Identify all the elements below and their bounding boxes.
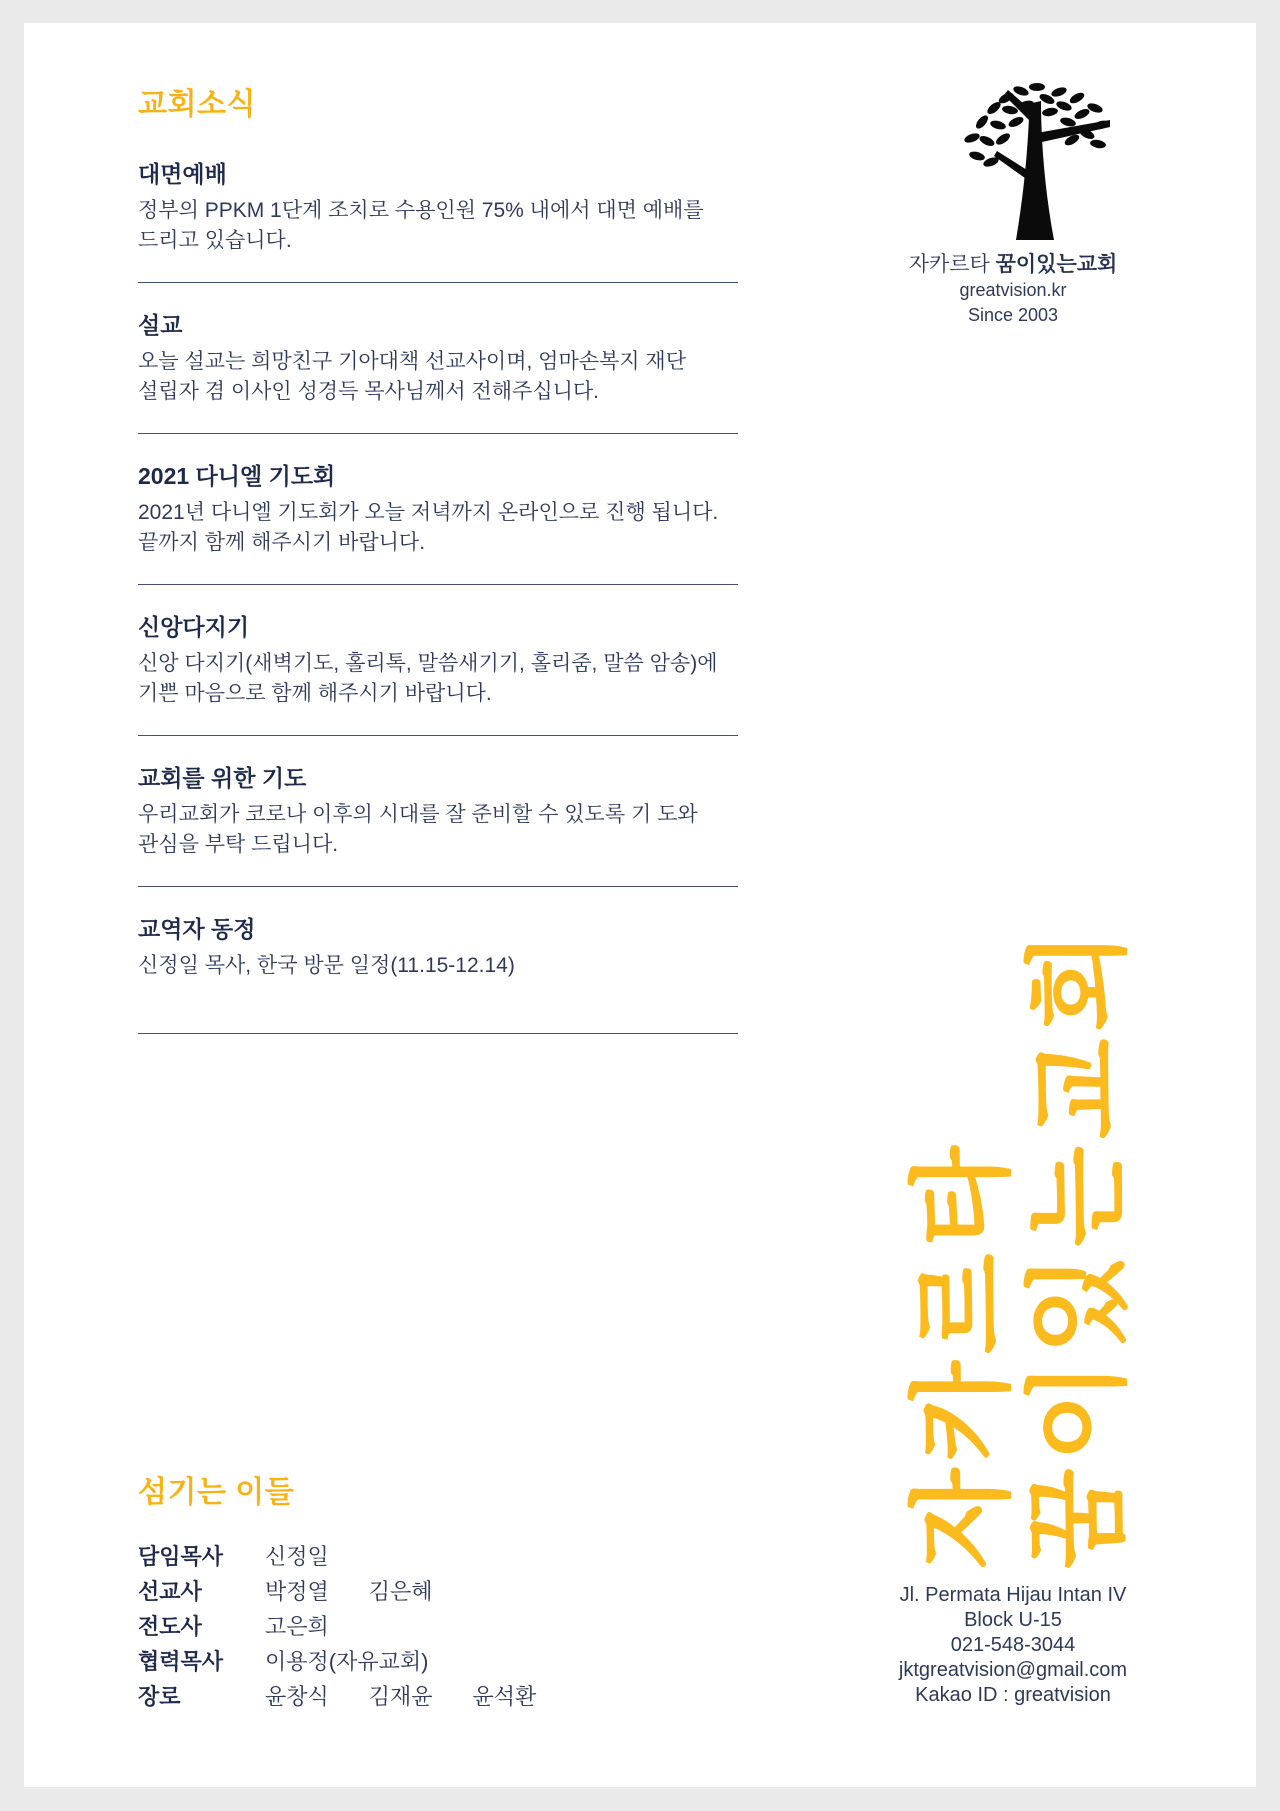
serving-title: 섬기는 이들 <box>138 1476 295 1509</box>
vertical-banner-line2: 꿈이있는교회 <box>1021 924 1137 1569</box>
serving-name: 윤창식 <box>265 1684 329 1709</box>
logo-church-name-bold: 꿈이있는교회 <box>995 253 1118 276</box>
news-title: 교회소식 <box>138 88 256 121</box>
logo-church-name <box>863 251 1163 278</box>
contact-address-line2: Block U-15 <box>964 1609 1062 1631</box>
section-body: 우리교회가 코로나 이후의 시대를 잘 준비할 수 있도록 기 도와 관심을 부탁 드립니다. <box>138 803 698 856</box>
section-divider <box>138 282 738 283</box>
section-body: 신앙 다지기(새벽기도, 홀리톡, 말씀새기기, 홀리줌, 말씀 암송)에 기쁜 마음으로 함께 해주시기 바랍니다. <box>138 652 718 705</box>
section-heading: 신앙다지기 <box>138 614 250 640</box>
section-heading: 설교 <box>138 312 183 338</box>
bulletin-sheet <box>24 23 1256 1787</box>
serving-name: 고은희 <box>265 1614 329 1639</box>
section-divider <box>138 584 738 585</box>
serving-row-senior-pastor <box>138 1539 758 1574</box>
church-news-column <box>138 85 738 1060</box>
contact-kakao-id: Kakao ID : greatvision <box>915 1684 1111 1706</box>
news-section-prayer-for-church <box>138 762 738 887</box>
serving-role: 선교사 <box>138 1579 202 1604</box>
contact-email: jktgreatvision@gmail.com <box>898 1659 1128 1681</box>
logo-since: Since 2003 <box>967 305 1059 325</box>
serving-members-section <box>138 1473 758 1714</box>
section-divider <box>138 433 738 434</box>
vertical-banner-line1: 자카르타 <box>905 1139 1021 1569</box>
serving-role: 협력목사 <box>138 1649 224 1674</box>
section-heading: 교역자 동정 <box>138 916 256 942</box>
contact-address-line1: Jl. Permata Hijau Intan IV <box>899 1584 1127 1606</box>
logo-website: greatvision.kr <box>959 280 1067 300</box>
news-section-daniel-prayer <box>138 460 738 585</box>
section-heading: 대면예배 <box>138 161 227 187</box>
section-divider <box>138 886 738 887</box>
section-body: 정부의 PPKM 1단계 조치로 수용인원 75% 내에서 대면 예배를 드리고 있습니다. <box>138 199 704 252</box>
section-heading: 2021 다니엘 기도회 <box>138 463 336 489</box>
vertical-banner-text <box>905 887 1137 1569</box>
news-section-sermon <box>138 309 738 434</box>
serving-role: 전도사 <box>138 1614 202 1639</box>
section-body: 2021년 다니엘 기도회가 오늘 저녁까지 온라인으로 진행 됩니다. 끝까지 함께 해주시기 바랍니다. <box>138 501 719 554</box>
serving-name: 김재윤 <box>368 1684 433 1709</box>
serving-name: 신정일 <box>265 1544 329 1569</box>
section-heading: 교회를 위한 기도 <box>138 765 307 791</box>
news-section-worship <box>138 158 738 283</box>
church-logo-block <box>863 80 1163 328</box>
vertical-banner <box>905 887 1137 1569</box>
section-body: 신정일 목사, 한국 방문 일정(11.15-12.14) <box>138 954 515 977</box>
serving-name: 김은혜 <box>368 1579 433 1604</box>
serving-row-missionary <box>138 1574 758 1609</box>
serving-name: 이용정(자유교회) <box>265 1649 429 1674</box>
contact-block <box>863 1583 1163 1708</box>
serving-name: 박정열 <box>265 1579 329 1604</box>
serving-name: 윤석환 <box>472 1684 537 1709</box>
section-divider <box>138 735 738 736</box>
contact-phone: 021-548-3044 <box>950 1634 1076 1656</box>
serving-row-elders <box>138 1679 758 1714</box>
news-section-faith-building <box>138 611 738 736</box>
logo-church-name-prefix: 자카르타 <box>908 253 996 276</box>
section-divider <box>138 1033 738 1034</box>
tree-icon <box>946 80 1116 242</box>
serving-role: 담임목사 <box>138 1544 224 1569</box>
serving-row-evangelist <box>138 1609 758 1644</box>
section-body: 오늘 설교는 희망친구 기아대책 선교사이며, 엄마손복지 재단 설립자 겸 이사인 성경득 목사님께서 전해주십니다. <box>138 350 686 403</box>
serving-row-associate-pastor <box>138 1644 758 1679</box>
news-section-pastor-news <box>138 913 738 1034</box>
serving-role: 장로 <box>138 1684 181 1709</box>
